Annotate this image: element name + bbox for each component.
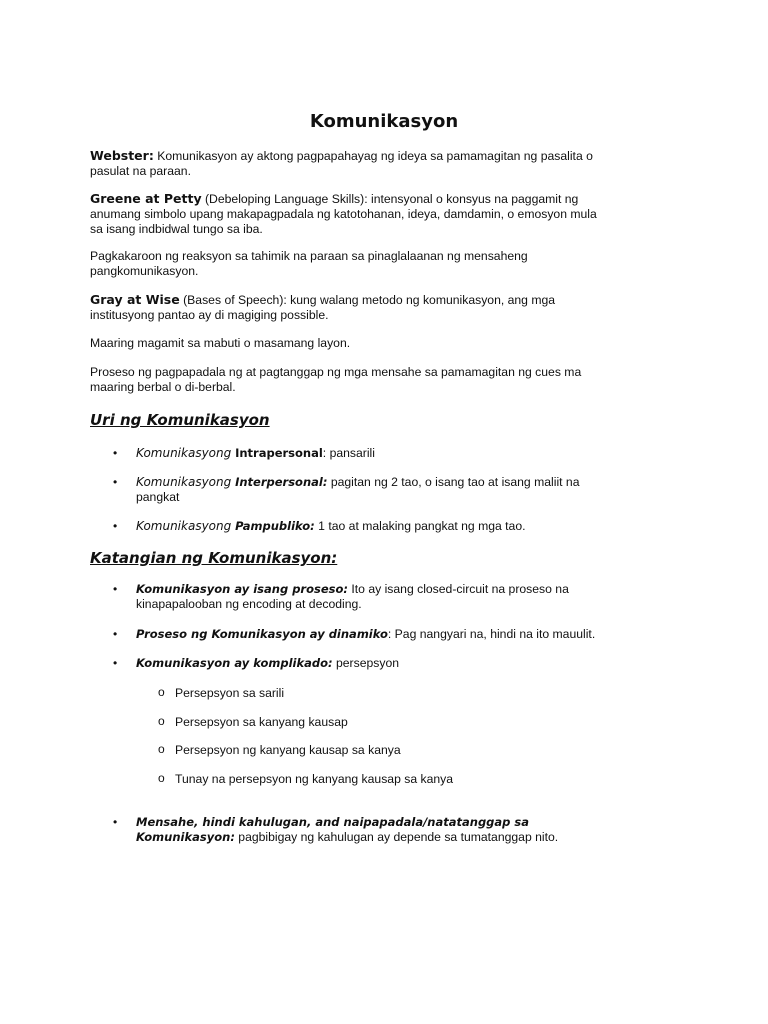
page-title: Komunikasyon [309, 111, 459, 132]
item-keyword: Intrapersonal [235, 446, 323, 460]
bullet-marker: • [113, 656, 118, 670]
item-text: pagbibigay ng kahulugan ay depende sa tumatanggap nito. [234, 830, 559, 844]
list-item-interpersonal [136, 475, 606, 505]
bullet-marker: • [113, 582, 118, 596]
bullet-marker: • [113, 815, 118, 829]
sub-item: Persepsyon sa sarili [175, 686, 285, 700]
item-text: pagitan ng 2 tao, o isang tao at isang maliit na pangkat [136, 475, 580, 504]
definition-text: (Bases of Speech): kung walang metodo ng komunikasyon, ang mga institusyong pantao ay di magiging possible. [90, 293, 556, 322]
sub-item: Persepsyon sa kanyang kausap [175, 715, 348, 729]
item-text: Ito ay isang closed-circuit na proseso na kinapapalooban ng encoding at decoding. [136, 582, 569, 611]
definition-text: Maaring magamit sa mabuti o masamang layon. [90, 336, 351, 350]
item-keyword: Proseso ng Komunikasyon ay dinamiko [136, 627, 388, 641]
list-item-mensahe [136, 815, 606, 845]
definition-text: Proseso ng pagpapadala ng at pagtanggap ng mga mensahe sa pamamagitan ng cues ma maaring berbal o di-berbal. [90, 365, 582, 394]
definition-text: Komunikasyon ay aktong pagpapahayag ng ideya sa pamamagitan ng pasalita o pasulat na paraan. [90, 149, 593, 178]
definition-text: (Debeloping Language Skills): intensyonal o konsyus na paggamit ng anumang simbolo upang makapagpadala ng katotohanan, ideya, damdamin, o emosyon mula sa isang indbidwal tungo sa iba. [90, 192, 597, 236]
list-item-intrapersonal [136, 446, 606, 461]
section-heading-katangian: Katangian ng Komunikasyon: [90, 549, 338, 567]
circle-marker: o [158, 771, 165, 785]
item-keyword: Mensahe, hindi kahulugan, and naipapadala/natatanggap sa Komunikasyon: [136, 815, 530, 844]
definition-greene-petty [90, 191, 610, 237]
bullet-marker: • [113, 475, 118, 489]
definition-gray-wise [90, 292, 610, 323]
item-keyword: Komunikasyon ay komplikado: [136, 656, 333, 670]
circle-marker: o [158, 685, 165, 699]
item-lead: Komunikasyong [136, 475, 236, 489]
item-keyword: Interpersonal: [235, 475, 328, 489]
item-text: persepsyon [332, 656, 400, 670]
definition-proseso [90, 365, 610, 395]
bullet-marker: • [113, 446, 118, 460]
definition-reaksyon [90, 249, 610, 279]
bullet-marker: • [113, 627, 118, 641]
definition-term: Webster: [90, 148, 154, 163]
section-heading-uri: Uri ng Komunikasyon [90, 411, 270, 429]
item-lead: Komunikasyong [136, 519, 236, 533]
definition-layon [90, 336, 610, 351]
definition-webster [90, 148, 610, 179]
definition-term: Greene at Petty [90, 191, 202, 206]
item-text: : Pag nangyari na, hindi na ito mauulit. [387, 627, 596, 641]
definition-term: Gray at Wise [90, 292, 180, 307]
item-keyword: Komunikasyon ay isang proseso: [136, 582, 348, 596]
item-keyword: Pampubliko: [235, 519, 315, 533]
circle-marker: o [158, 742, 165, 756]
bullet-marker: • [113, 519, 118, 533]
sub-item: Tunay na persepsyon ng kanyang kausap sa kanya [175, 772, 454, 786]
item-lead: Komunikasyong [136, 446, 236, 460]
sub-item: Persepsyon ng kanyang kausap sa kanya [175, 743, 401, 757]
item-text: : pansarili [322, 446, 375, 460]
list-item-dinamiko [136, 627, 606, 642]
definition-text: Pagkakaroon ng reaksyon sa tahimik na paraan sa pinaglalaanan ng mensaheng pangkomunikasyon. [90, 249, 528, 278]
circle-marker: o [158, 714, 165, 728]
item-text: 1 tao at malaking pangkat ng mga tao. [314, 519, 526, 533]
list-item-komplikado [136, 656, 606, 671]
list-item-proseso [136, 582, 606, 612]
list-item-pampubliko [136, 519, 606, 534]
